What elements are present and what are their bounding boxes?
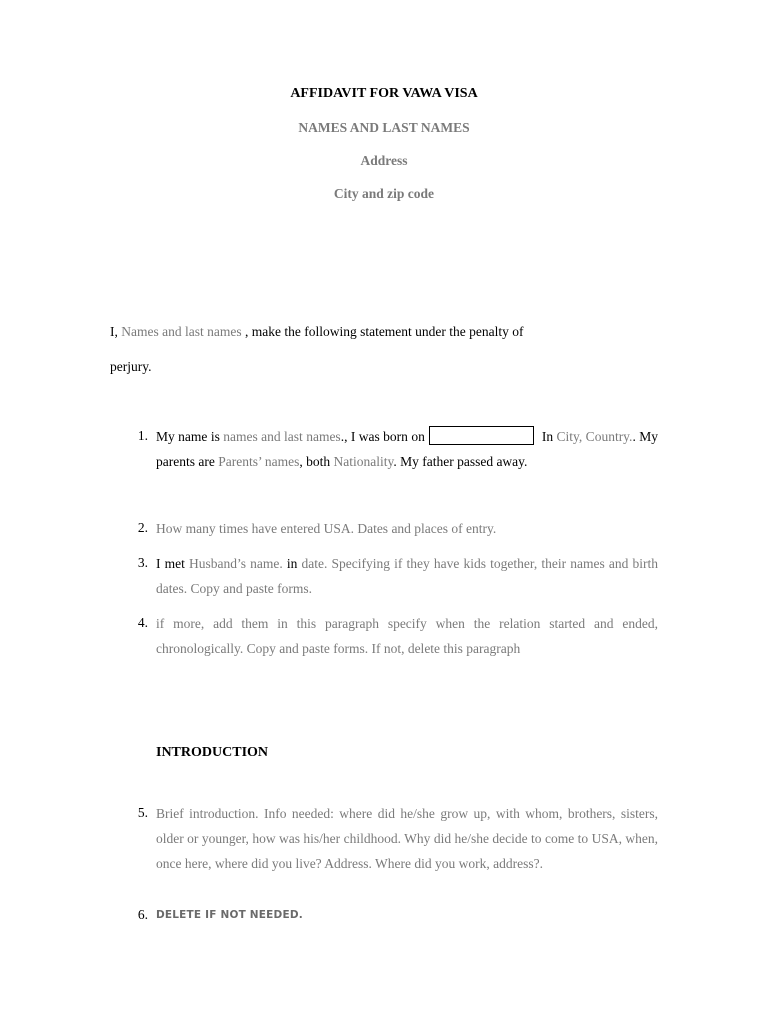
list-item-text: I met Husband’s name. in date. Specifying if they have kids together, their names and birth dates. Copy and paste forms. — [156, 556, 658, 596]
birth-date-field[interactable] — [429, 426, 534, 445]
introduction-heading: INTRODUCTION — [156, 745, 269, 760]
list-number: 6. — [137, 907, 148, 922]
names-placeholder: Names and last names — [121, 324, 242, 339]
list-number: 1. — [137, 428, 148, 443]
list-item-text: Brief introduction. Info needed: where did he/she grow up, with whom, brothers, sisters, older or younger, how was his/her childhood. Why did he/she decide to come to USA, when, once here, where did you live? Address. Where did you work, address?. — [156, 806, 658, 871]
document-title: AFFIDAVIT FOR VAWA VISA — [290, 86, 478, 101]
names-line: NAMES AND LAST NAMES — [298, 120, 470, 135]
list-item-text: How many times have entered USA. Dates and places of entry. — [156, 521, 497, 536]
list-number: 4. — [137, 615, 148, 630]
city-zip-line: City and zip code — [333, 186, 435, 201]
list-item-text: DELETE IF NOT NEEDED. — [156, 909, 303, 921]
list-item-text: if more, add them in this paragraph specify when the relation started and ended, chronologically. Copy and paste forms. If not, delete this paragraph — [156, 616, 658, 656]
perjury-statement-line2: perjury. — [110, 359, 152, 374]
list-item-text: My name is names and last names., I was born on In City, Country.. My parents are Parents’ names, both Nationality. My father passed away. — [156, 424, 658, 474]
list-number: 3. — [137, 555, 148, 570]
list-number: 2. — [137, 520, 148, 535]
address-line: Address — [360, 153, 408, 168]
list-number: 5. — [137, 805, 148, 820]
perjury-statement: I, Names and last names , make the following statement under the penalty of — [110, 324, 524, 339]
